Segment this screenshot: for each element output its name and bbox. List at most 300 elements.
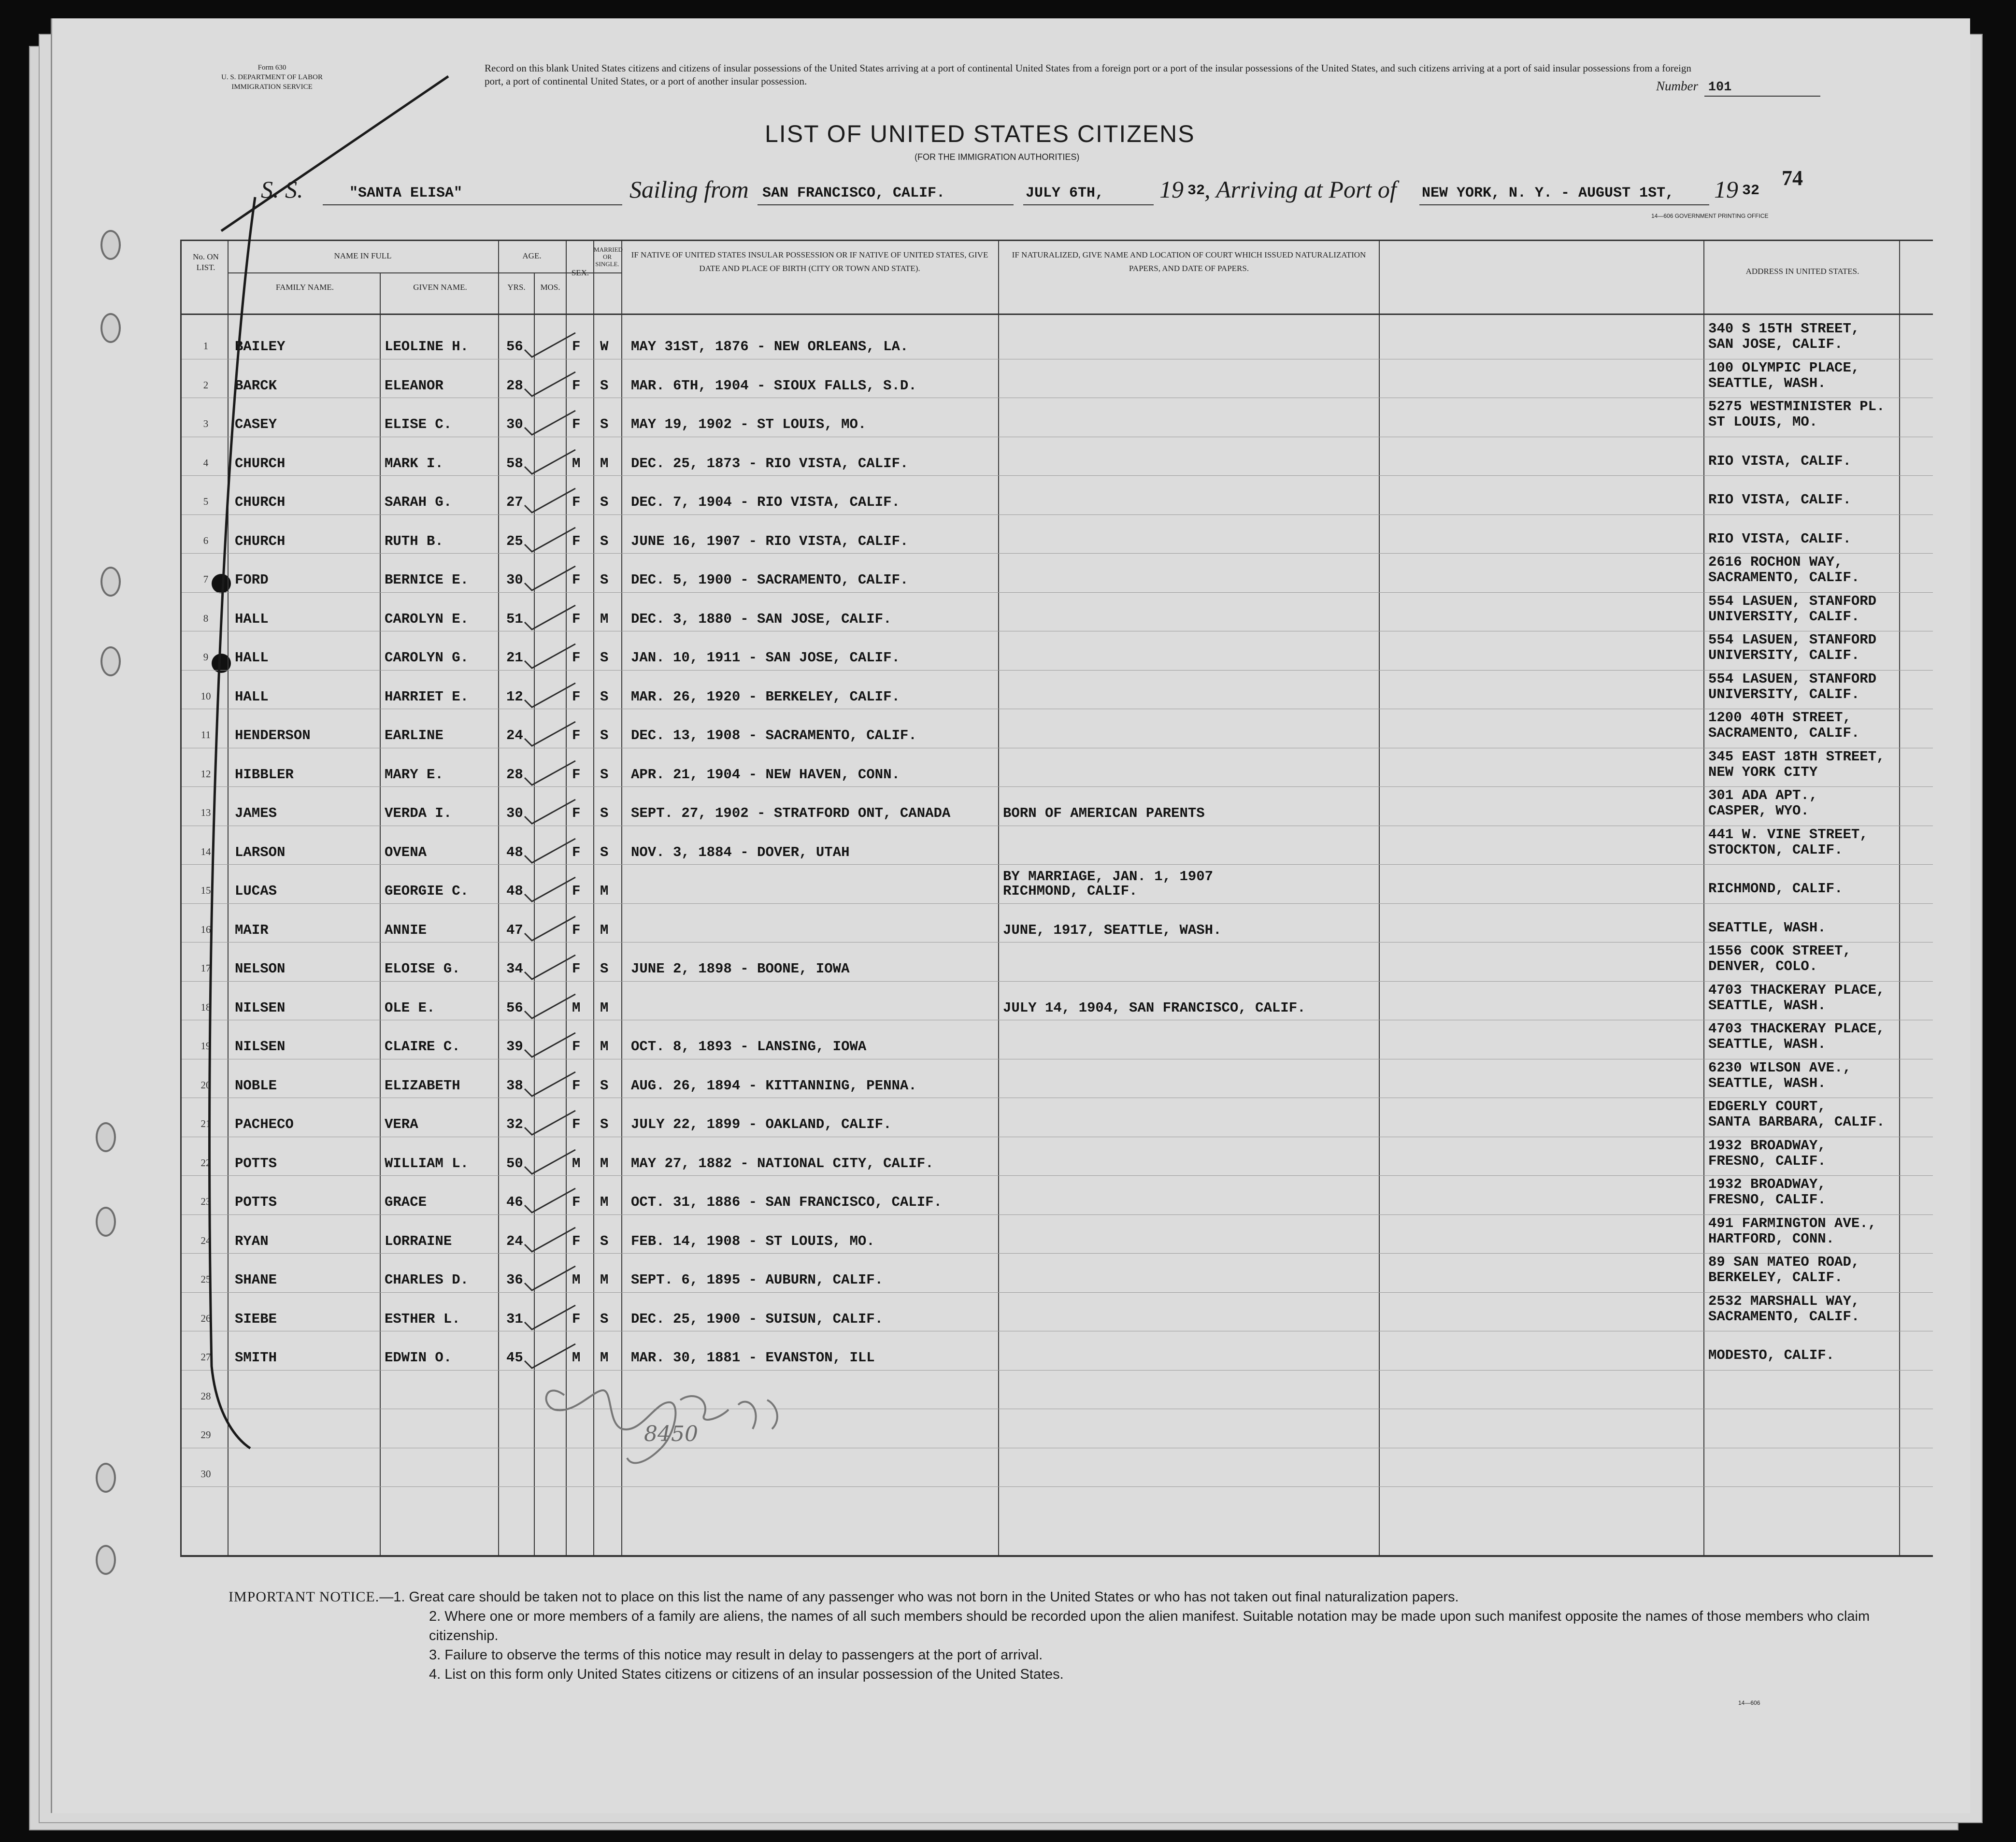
- birthplace-cell: NOV. 3, 1884 - DOVER, UTAH: [631, 844, 850, 860]
- marital-status-cell: M: [600, 1039, 609, 1055]
- age-years-cell: 48: [506, 844, 523, 860]
- age-years-cell: 58: [506, 455, 523, 471]
- sex-cell: F: [572, 688, 581, 705]
- address-line-1: 100 OLYMPIC PLACE,: [1708, 359, 1860, 376]
- age-years-cell: 51: [506, 611, 523, 627]
- row-number: 4: [203, 457, 209, 469]
- given-name-cell: MARY E.: [385, 766, 443, 783]
- age-years-cell: 32: [506, 1116, 523, 1132]
- age-years-cell: 25: [506, 533, 523, 549]
- birthplace-cell: APR. 21, 1904 - NEW HAVEN, CONN.: [631, 766, 900, 783]
- manifest-sheet: [51, 18, 1970, 1813]
- family-name-cell: LARSON: [235, 844, 286, 860]
- col-divider: [1379, 241, 1380, 1555]
- binder-hole: [96, 1122, 116, 1152]
- marital-status-cell: S: [600, 1311, 609, 1327]
- arrival-year: 32: [1742, 183, 1760, 199]
- address-line-1: 554 LASUEN, STANFORD: [1708, 671, 1877, 687]
- check-mark-icon: [522, 1225, 580, 1254]
- family-name-cell: SHANE: [235, 1272, 277, 1288]
- marital-status-cell: S: [600, 377, 609, 394]
- naturalization-line-2: BORN OF AMERICAN PARENTS: [1003, 805, 1205, 821]
- header-naturalized: IF NATURALIZED, GIVE NAME AND LOCATION OF COURT WHICH ISSUED NATURALIZATION PAPERS, AND DATE OF PAPERS.: [1012, 250, 1366, 273]
- sex-cell: F: [572, 1194, 581, 1210]
- address-line-2: UNIVERSITY, CALIF.: [1708, 686, 1860, 702]
- age-years-cell: 50: [506, 1155, 523, 1171]
- family-name-cell: MAIR: [235, 922, 269, 938]
- marital-status-cell: S: [600, 494, 609, 510]
- sailing-underline: [758, 204, 1014, 205]
- marital-status-cell: S: [600, 533, 609, 549]
- binder-hole: [96, 1463, 116, 1493]
- arrival-port-date: NEW YORK, N. Y. - AUGUST 1ST,: [1422, 185, 1674, 201]
- sex-cell: M: [572, 1272, 581, 1288]
- age-years-cell: 47: [506, 922, 523, 938]
- age-years-cell: 24: [506, 1233, 523, 1249]
- family-name-cell: CHURCH: [235, 455, 286, 471]
- check-mark-icon: [522, 836, 580, 865]
- binder-hole: [100, 230, 121, 260]
- important-notice: [229, 1587, 1910, 1684]
- year-prefix-2: 19: [1714, 176, 1738, 203]
- sailing-date: JULY 6TH,: [1026, 185, 1104, 201]
- age-years-cell: 48: [506, 883, 523, 899]
- header-family-name: FAMILY NAME.: [275, 283, 334, 292]
- sex-cell: F: [572, 728, 581, 743]
- address-line-1: 340 S 15TH STREET,: [1708, 321, 1860, 337]
- family-name-cell: NOBLE: [235, 1077, 277, 1094]
- row-number: 8: [203, 612, 209, 624]
- address-line-2: HARTFORD, CONN.: [1708, 1230, 1835, 1247]
- family-name-cell: HIBBLER: [235, 766, 294, 783]
- address-line-2: RIO VISTA, CALIF.: [1708, 530, 1851, 547]
- naturalization-line-2: JUNE, 1917, SEATTLE, WASH.: [1003, 922, 1222, 938]
- check-mark-icon: [522, 603, 580, 632]
- birthplace-cell: MAR. 26, 1920 - BERKELEY, CALIF.: [631, 688, 900, 705]
- family-name-cell: JAMES: [235, 805, 277, 821]
- family-name-cell: NILSEN: [235, 1039, 286, 1055]
- binder-hole: [100, 646, 121, 676]
- sex-cell: M: [572, 1000, 581, 1016]
- given-name-cell: SARAH G.: [385, 494, 452, 510]
- col-divider: [1703, 241, 1704, 1555]
- given-name-cell: VERDA I.: [385, 805, 452, 821]
- row-number: 12: [200, 768, 211, 780]
- notice-item-3: 3. Failure to observe the terms of this notice may result in delay to passengers at the port of arrival.: [429, 1647, 1043, 1663]
- age-years-cell: 24: [506, 728, 523, 743]
- age-years-cell: 38: [506, 1077, 523, 1094]
- header-sex: SEX.: [571, 268, 589, 277]
- address-line-2: UNIVERSITY, CALIF.: [1708, 647, 1860, 663]
- binder-hole: [100, 313, 121, 343]
- header-given-name: GIVEN NAME.: [413, 283, 467, 292]
- address-line-2: SEATTLE, WASH.: [1708, 997, 1826, 1014]
- age-years-cell: 30: [506, 572, 523, 588]
- family-name-cell: HALL: [235, 688, 269, 705]
- row-number: 28: [200, 1390, 211, 1402]
- row-number: 2: [203, 379, 209, 391]
- header-address: ADDRESS IN UNITED STATES.: [1745, 267, 1859, 276]
- address-line-1: 441 W. VINE STREET,: [1708, 826, 1868, 842]
- sailing-port: SAN FRANCISCO, CALIF.: [762, 185, 945, 201]
- row-divider: [182, 1486, 1933, 1487]
- birthplace-cell: OCT. 31, 1886 - SAN FRANCISCO, CALIF.: [631, 1194, 942, 1210]
- check-mark-icon: [522, 758, 580, 787]
- given-name-cell: RUTH B.: [385, 533, 443, 549]
- row-number: 25: [200, 1273, 211, 1285]
- given-name-cell: ELEANOR: [385, 377, 443, 394]
- given-name-cell: OLE E.: [385, 1000, 435, 1016]
- given-name-cell: EARLINE: [385, 728, 443, 743]
- row-number: 6: [203, 534, 209, 546]
- age-years-cell: 34: [506, 961, 523, 977]
- address-line-1: 491 FARMINGTON AVE.,: [1708, 1215, 1877, 1231]
- marital-status-cell: M: [600, 1350, 609, 1366]
- given-name-cell: CLAIRE C.: [385, 1039, 460, 1055]
- address-line-2: SACRAMENTO, CALIF.: [1708, 725, 1860, 741]
- given-name-cell: OVENA: [385, 844, 427, 860]
- row-number: 18: [200, 1001, 211, 1013]
- birthplace-cell: MAR. 6TH, 1904 - SIOUX FALLS, S.D.: [631, 377, 917, 394]
- address-line-2: SACRAMENTO, CALIF.: [1708, 1308, 1860, 1325]
- check-mark-icon: [522, 797, 580, 826]
- sex-cell: F: [572, 961, 581, 977]
- notice-item-4: 4. List on this form only United States citizens or citizens of an insular possession of the United States.: [429, 1667, 1064, 1682]
- birthplace-cell: MAY 27, 1882 - NATIONAL CITY, CALIF.: [631, 1155, 934, 1171]
- address-line-1: 2616 ROCHON WAY,: [1708, 554, 1843, 570]
- address-line-2: SACRAMENTO, CALIF.: [1708, 570, 1860, 585]
- address-line-2: RIO VISTA, CALIF.: [1708, 453, 1851, 469]
- check-mark-icon: [522, 1147, 580, 1176]
- given-name-cell: HARRIET E.: [385, 688, 469, 705]
- birthplace-cell: SEPT. 27, 1902 - STRATFORD ONT, CANADA: [631, 805, 951, 821]
- family-name-cell: HALL: [235, 650, 269, 666]
- marital-status-cell: M: [600, 922, 609, 938]
- address-line-2: SEATTLE, WASH.: [1708, 375, 1826, 391]
- year-prefix-1: 19: [1159, 176, 1184, 203]
- row-number: 13: [200, 807, 211, 818]
- given-name-cell: ELOISE G.: [385, 961, 460, 977]
- check-mark-icon: [522, 953, 580, 982]
- age-years-cell: 39: [506, 1039, 523, 1055]
- family-name-cell: BAILEY: [235, 339, 286, 355]
- marital-status-cell: S: [600, 1116, 609, 1132]
- pen-strike: [197, 62, 487, 1453]
- form-number: Form 630: [257, 64, 286, 71]
- naturalization-line-1: BY MARRIAGE, JAN. 1, 1907: [1003, 869, 1214, 885]
- check-mark-icon: [522, 719, 580, 748]
- age-years-cell: 36: [506, 1272, 523, 1288]
- address-line-2: FRESNO, CALIF.: [1708, 1192, 1826, 1208]
- family-name-cell: PACHECO: [235, 1116, 294, 1132]
- given-name-cell: BERNICE E.: [385, 572, 469, 588]
- address-line-1: EDGERLY COURT,: [1708, 1099, 1826, 1114]
- marital-status-cell: S: [600, 572, 609, 588]
- row-number: 14: [200, 845, 211, 857]
- given-name-cell: CHARLES D.: [385, 1272, 469, 1288]
- birthplace-cell: DEC. 3, 1880 - SAN JOSE, CALIF.: [631, 611, 892, 627]
- sex-cell: F: [572, 1039, 581, 1055]
- header-yrs: YRS.: [507, 283, 526, 292]
- marital-status-cell: S: [600, 416, 609, 432]
- age-years-cell: 31: [506, 1311, 523, 1327]
- sex-cell: F: [572, 1311, 581, 1327]
- family-name-cell: CASEY: [235, 416, 277, 432]
- header-married: MARRIED OR SINGLE.: [594, 246, 623, 268]
- age-years-cell: 28: [506, 377, 523, 394]
- sex-cell: F: [572, 844, 581, 860]
- birthplace-cell: JULY 22, 1899 - OAKLAND, CALIF.: [631, 1116, 892, 1132]
- address-line-1: 345 EAST 18TH STREET,: [1708, 748, 1885, 765]
- sex-cell: M: [572, 1350, 581, 1366]
- row-number: 3: [203, 418, 209, 429]
- sex-cell: F: [572, 611, 581, 627]
- marital-status-cell: S: [600, 650, 609, 666]
- sex-cell: F: [572, 416, 581, 432]
- intro-text: Record on this blank United States citizens and citizens of insular possessions of the United States arriving at a port of continental United States from a foreign port or a port of the insular possessions of the United States, and such citizens arriving at a port of said insular possessions from a foreign port, a port of continental United States, or a port of another insular possession.: [485, 62, 1691, 87]
- naturalization-line-2: JULY 14, 1904, SAN FRANCISCO, CALIF.: [1003, 1000, 1306, 1016]
- naturalization-line-2: RICHMOND, CALIF.: [1003, 883, 1138, 899]
- check-mark-icon: [522, 1264, 580, 1293]
- row-number: 19: [200, 1040, 211, 1052]
- number-label: Number: [1656, 79, 1698, 93]
- row-number: 20: [200, 1079, 211, 1091]
- address-line-2: SEATTLE, WASH.: [1708, 1075, 1826, 1091]
- marital-status-cell: M: [600, 1000, 609, 1016]
- row-number: 29: [200, 1429, 211, 1441]
- birthplace-cell: JAN. 10, 1911 - SAN JOSE, CALIF.: [631, 650, 900, 666]
- given-name-cell: ELIZABETH: [385, 1077, 460, 1094]
- col-divider: [621, 241, 622, 1555]
- given-name-cell: GRACE: [385, 1194, 427, 1210]
- row-number: 17: [200, 962, 211, 974]
- marital-status-cell: S: [600, 688, 609, 705]
- birthplace-cell: MAY 31ST, 1876 - NEW ORLEANS, LA.: [631, 339, 909, 355]
- check-mark-icon: [522, 486, 580, 515]
- col-divider: [998, 241, 999, 1555]
- check-mark-icon: [522, 914, 580, 943]
- given-name-cell: GEORGIE C.: [385, 883, 469, 899]
- given-name-cell: ESTHER L.: [385, 1311, 460, 1327]
- check-mark-icon: [522, 642, 580, 671]
- row-number: 22: [200, 1157, 211, 1169]
- address-line-1: 4703 THACKERAY PLACE,: [1708, 1021, 1885, 1037]
- sex-cell: M: [572, 1155, 581, 1171]
- address-line-2: SEATTLE, WASH.: [1708, 1036, 1826, 1052]
- sex-cell: F: [572, 533, 581, 549]
- sex-cell: F: [572, 650, 581, 666]
- handwritten-number: 8450: [644, 1422, 698, 1446]
- ship-name: "SANTA ELISA": [349, 185, 463, 201]
- row-number: 21: [200, 1118, 211, 1129]
- row-number: 24: [200, 1234, 211, 1246]
- arrival-underline: [1419, 204, 1709, 205]
- sex-cell: F: [572, 922, 581, 938]
- address-line-2: DENVER, COLO.: [1708, 958, 1818, 974]
- given-name-cell: LORRAINE: [385, 1233, 452, 1249]
- marital-status-cell: M: [600, 1155, 609, 1171]
- birthplace-cell: MAR. 30, 1881 - EVANSTON, ILL: [631, 1350, 875, 1366]
- birthplace-cell: DEC. 13, 1908 - SACRAMENTO, CALIF.: [631, 728, 917, 743]
- age-years-cell: 28: [506, 766, 523, 783]
- family-name-cell: RYAN: [235, 1233, 269, 1249]
- birthplace-cell: DEC. 7, 1904 - RIO VISTA, CALIF.: [631, 494, 900, 510]
- row-number: 15: [200, 885, 211, 896]
- marital-status-cell: M: [600, 1272, 609, 1288]
- marital-status-cell: M: [600, 1194, 609, 1210]
- given-name-cell: ANNIE: [385, 922, 427, 938]
- birthplace-cell: MAY 19, 1902 - ST LOUIS, MO.: [631, 416, 867, 432]
- address-line-2: RICHMOND, CALIF.: [1708, 881, 1843, 897]
- marital-status-cell: M: [600, 455, 609, 471]
- row-number: 23: [200, 1196, 211, 1207]
- date-underline: [1023, 204, 1154, 205]
- marital-status-cell: M: [600, 883, 609, 899]
- address-line-1: 1556 COOK STREET,: [1708, 943, 1851, 959]
- sex-cell: F: [572, 1233, 581, 1249]
- family-name-cell: LUCAS: [235, 883, 277, 899]
- address-line-2: FRESNO, CALIF.: [1708, 1153, 1826, 1169]
- birthplace-cell: OCT. 8, 1893 - LANSING, IOWA: [631, 1039, 867, 1055]
- family-name-cell: POTTS: [235, 1155, 277, 1171]
- sex-cell: F: [572, 883, 581, 899]
- given-name-cell: EDWIN O.: [385, 1350, 452, 1366]
- row-number: 7: [203, 573, 209, 585]
- given-name-cell: LEOLINE H.: [385, 339, 469, 355]
- page-number: 74: [1782, 166, 1803, 190]
- printer-note: 14—606 GOVERNMENT PRINTING OFFICE: [1651, 213, 1769, 219]
- sex-cell: F: [572, 1077, 581, 1094]
- family-name-cell: NELSON: [235, 961, 286, 977]
- row-number: 30: [200, 1468, 211, 1480]
- family-name-cell: BARCK: [235, 377, 277, 394]
- row-number: 5: [203, 496, 209, 507]
- birthplace-cell: DEC. 25, 1873 - RIO VISTA, CALIF.: [631, 455, 909, 471]
- family-name-cell: SMITH: [235, 1350, 277, 1366]
- address-line-1: 301 ADA APT.,: [1708, 787, 1818, 803]
- birthplace-cell: AUG. 26, 1894 - KITTANNING, PENNA.: [631, 1077, 917, 1094]
- sex-cell: M: [572, 455, 581, 471]
- address-line-2: SEATTLE, WASH.: [1708, 919, 1826, 936]
- family-name-cell: CHURCH: [235, 494, 286, 510]
- address-line-1: 554 LASUEN, STANFORD: [1708, 632, 1877, 648]
- address-line-2: SAN JOSE, CALIF.: [1708, 336, 1843, 352]
- row-number: 26: [200, 1312, 211, 1324]
- given-name-cell: CAROLYN G.: [385, 650, 469, 666]
- birthplace-cell: DEC. 25, 1900 - SUISUN, CALIF.: [631, 1311, 884, 1327]
- sex-cell: F: [572, 377, 581, 394]
- notice-label: IMPORTANT NOTICE.: [229, 1589, 380, 1605]
- address-line-1: 2532 MARSHALL WAY,: [1708, 1293, 1860, 1309]
- sex-cell: F: [572, 572, 581, 588]
- sex-cell: F: [572, 339, 581, 355]
- ss-label: S. S.: [261, 176, 303, 203]
- sailing-year: 32: [1187, 183, 1205, 199]
- row-number: 10: [200, 690, 211, 702]
- marital-status-cell: S: [600, 1077, 609, 1094]
- check-mark-icon: [522, 1108, 580, 1137]
- marital-status-cell: S: [600, 766, 609, 783]
- address-line-1: 89 SAN MATEO ROAD,: [1708, 1254, 1860, 1270]
- header-no: No. ON LIST.: [193, 252, 219, 272]
- check-mark-icon: [522, 330, 580, 359]
- address-line-2: UNIVERSITY, CALIF.: [1708, 608, 1860, 625]
- marital-status-cell: S: [600, 961, 609, 977]
- marital-status-cell: S: [600, 844, 609, 860]
- check-mark-icon: [522, 1070, 580, 1099]
- birthplace-cell: FEB. 14, 1908 - ST LOUIS, MO.: [631, 1233, 875, 1249]
- age-years-cell: 46: [506, 1194, 523, 1210]
- address-line-2: SANTA BARBARA, CALIF.: [1708, 1114, 1885, 1130]
- department-label: U. S. DEPARTMENT OF LABOR: [221, 73, 323, 81]
- check-mark-icon: [522, 564, 580, 593]
- marital-status-cell: W: [600, 339, 609, 355]
- page-subtitle: (FOR THE IMMIGRATION AUTHORITIES): [915, 152, 1080, 162]
- row-number: 11: [200, 729, 211, 741]
- sailing-label: Sailing from: [629, 176, 749, 203]
- address-line-1: 1200 40TH STREET,: [1708, 710, 1851, 726]
- birthplace-cell: JUNE 2, 1898 - BOONE, IOWA: [631, 961, 850, 977]
- arriving-label: , Arriving at Port of: [1204, 176, 1397, 203]
- number-value: 101: [1708, 80, 1732, 95]
- address-line-2: STOCKTON, CALIF.: [1708, 842, 1843, 858]
- marital-status-cell: S: [600, 1233, 609, 1249]
- given-name-cell: ELISE C.: [385, 416, 452, 432]
- given-name-cell: MARK I.: [385, 455, 443, 471]
- col-divider: [498, 241, 499, 1555]
- sex-cell: F: [572, 805, 581, 821]
- family-name-cell: SIEBE: [235, 1311, 277, 1327]
- check-mark-icon: [522, 408, 580, 437]
- birthplace-cell: SEPT. 6, 1895 - AUBURN, CALIF.: [631, 1272, 884, 1288]
- header-native: IF NATIVE OF UNITED STATES INSULAR POSSESSION OR IF NATIVE OF UNITED STATES, GIVE DATE AND PLACE OF BIRTH (CITY OR TOWN AND STATE).: [631, 250, 988, 273]
- binder-hole: [100, 567, 121, 597]
- family-name-cell: NILSEN: [235, 1000, 286, 1016]
- address-line-1: 4703 THACKERAY PLACE,: [1708, 982, 1885, 998]
- sex-cell: F: [572, 766, 581, 783]
- notice-item-1: —1. Great care should be taken not to place on this list the name of any passenger who was not born in the United States or who has not taken out final naturalization papers.: [379, 1589, 1459, 1605]
- header-mos: MOS.: [540, 283, 560, 292]
- col-divider: [593, 241, 594, 1555]
- given-name-cell: CAROLYN E.: [385, 611, 469, 627]
- col-divider: [1899, 241, 1900, 1555]
- family-name-cell: FORD: [235, 572, 269, 588]
- check-mark-icon: [522, 447, 580, 476]
- family-name-cell: HALL: [235, 611, 269, 627]
- service-label: IMMIGRATION SERVICE: [231, 83, 313, 91]
- address-line-2: NEW YORK CITY: [1708, 764, 1818, 780]
- address-line-1: 1932 BROADWAY,: [1708, 1137, 1826, 1154]
- header-age: AGE.: [522, 251, 542, 260]
- number-underline: [1704, 96, 1820, 97]
- address-line-2: ST LOUIS, MO.: [1708, 414, 1818, 430]
- check-mark-icon: [522, 370, 580, 399]
- notice-item-2: 2. Where one or more members of a family are aliens, the names of all such members should be recorded upon the alien manifest. Suitable notation may be made upon such manifest opposite the names of those members who claim citizenship.: [429, 1609, 1870, 1643]
- address-line-1: 5275 WESTMINISTER PL.: [1708, 399, 1885, 414]
- sex-cell: F: [572, 1116, 581, 1132]
- row-number: 9: [203, 651, 209, 663]
- address-line-2: RIO VISTA, CALIF.: [1708, 492, 1851, 508]
- address-line-2: BERKELEY, CALIF.: [1708, 1270, 1843, 1285]
- check-mark-icon: [522, 681, 580, 710]
- check-mark-icon: [522, 1186, 580, 1215]
- header-name-in-full: NAME IN FULL: [334, 251, 392, 260]
- binder-hole: [96, 1207, 116, 1237]
- binder-hole: [96, 1545, 116, 1575]
- birthplace-cell: JUNE 16, 1907 - RIO VISTA, CALIF.: [631, 533, 909, 549]
- marital-status-cell: S: [600, 805, 609, 821]
- check-mark-icon: [522, 525, 580, 554]
